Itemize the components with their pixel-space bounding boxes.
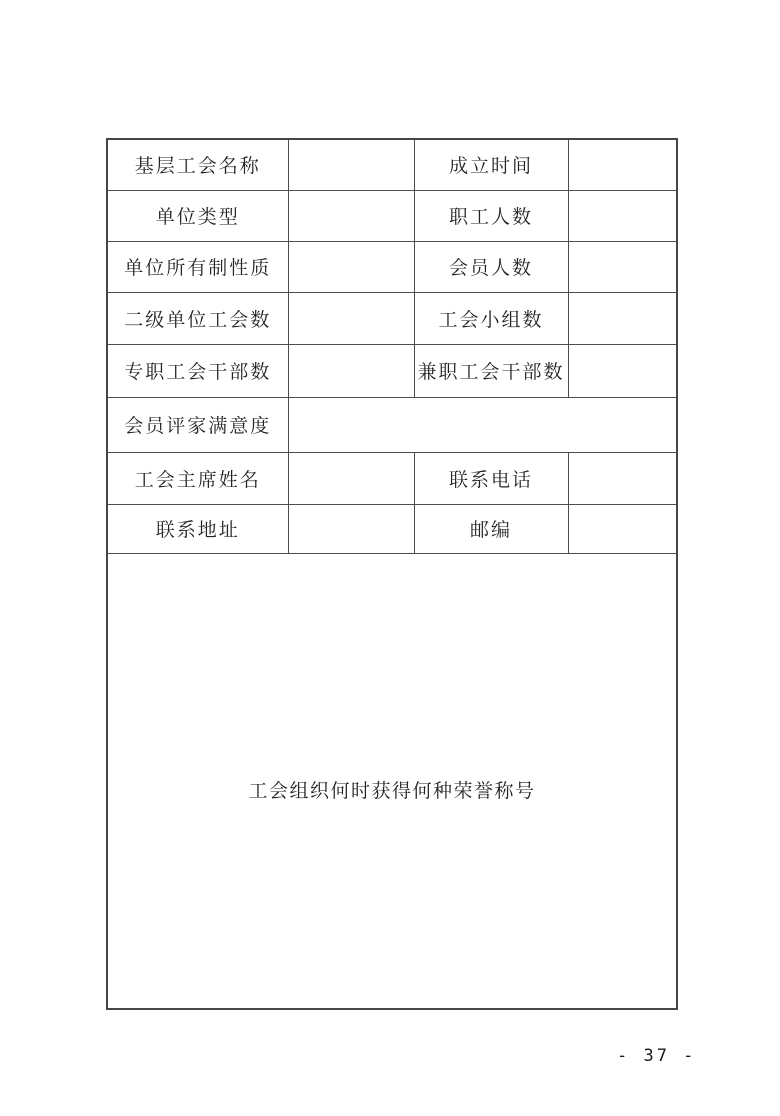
label-member-count: 会员人数 [414,241,568,292]
union-registration-form-table [106,138,678,1010]
label-unit-type: 单位类型 [107,190,288,241]
table-row [107,241,677,292]
table-row [107,452,677,504]
page-number: - 37 - [617,1046,697,1066]
table-row [107,190,677,241]
value-fulltime-cadre-count [288,344,414,397]
value-contact-address [288,504,414,553]
table-row [107,504,677,553]
value-postal-code [568,504,677,553]
value-member-satisfaction [288,397,677,452]
label-employee-count: 职工人数 [414,190,568,241]
label-member-satisfaction: 会员评家满意度 [107,397,288,452]
value-establishment-date [568,139,677,190]
label-parttime-cadre-count: 兼职工会干部数 [414,344,568,397]
label-chairman-name: 工会主席姓名 [107,452,288,504]
label-ownership-type: 单位所有制性质 [107,241,288,292]
value-chairman-name [288,452,414,504]
value-grassroots-union-name [288,139,414,190]
honor-section-cell [107,553,677,1009]
label-union-group-count: 工会小组数 [414,292,568,344]
value-secondary-unit-union-count [288,292,414,344]
value-contact-phone [568,452,677,504]
label-establishment-date: 成立时间 [414,139,568,190]
value-parttime-cadre-count [568,344,677,397]
table-row [107,344,677,397]
label-secondary-unit-union-count: 二级单位工会数 [107,292,288,344]
value-union-group-count [568,292,677,344]
table-row [107,397,677,452]
label-postal-code: 邮编 [414,504,568,553]
label-grassroots-union-name: 基层工会名称 [107,139,288,190]
table-row [107,292,677,344]
label-contact-address: 联系地址 [107,504,288,553]
value-member-count [568,241,677,292]
value-employee-count [568,190,677,241]
table-row [107,553,677,1009]
label-contact-phone: 联系电话 [414,452,568,504]
table-row [107,139,677,190]
label-fulltime-cadre-count: 专职工会干部数 [107,344,288,397]
value-ownership-type [288,241,414,292]
value-unit-type [288,190,414,241]
honor-section-title: 工会组织何时获得何种荣誉称号 [248,781,536,803]
